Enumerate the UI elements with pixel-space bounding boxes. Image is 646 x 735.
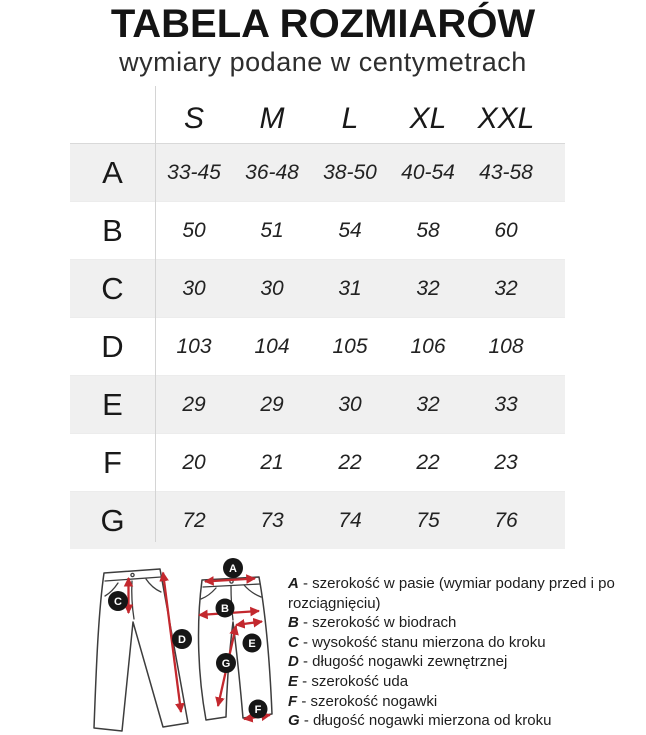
marker-c-letter: C	[114, 596, 122, 608]
legend-letter: F	[288, 692, 298, 710]
size-cell: 22	[416, 450, 440, 474]
row-label: A	[102, 154, 123, 190]
legend-text: - szerokość nogawki	[297, 692, 438, 710]
size-cell: 30	[260, 276, 284, 300]
size-cell: 58	[416, 218, 440, 242]
legend-item	[288, 672, 640, 692]
table-row-f	[70, 433, 565, 491]
legend-letter: G	[288, 712, 300, 730]
size-cell: 75	[416, 508, 440, 532]
legend-letter: B	[288, 614, 299, 632]
size-cell: 32	[494, 276, 518, 300]
size-header-l: L	[341, 102, 359, 135]
legend-text: - długość nogawki mierzona od kroku	[299, 712, 552, 730]
table-divider-line	[155, 86, 156, 542]
size-cell: 30	[338, 392, 362, 416]
size-cell: 30	[182, 276, 206, 300]
size-cell: 104	[254, 334, 290, 358]
page-title: TABELA ROZMIARÓW	[110, 2, 536, 46]
legend-letter: E	[288, 672, 299, 690]
row-label: G	[100, 502, 125, 538]
marker-f-letter: F	[254, 704, 262, 716]
size-cell: 29	[182, 392, 206, 416]
row-label: E	[102, 386, 123, 422]
row-label: F	[103, 444, 122, 480]
size-cell: 60	[494, 218, 518, 242]
size-cell: 103	[176, 334, 212, 358]
row-label: D	[101, 328, 124, 364]
legend-text: - długość nogawki zewnętrznej	[298, 653, 508, 671]
measurement-legend	[288, 574, 640, 731]
size-cell: 23	[494, 450, 518, 474]
row-label: C	[101, 270, 124, 306]
pants-outline	[199, 577, 272, 720]
size-cell: 72	[182, 508, 206, 532]
legend-letter: D	[288, 653, 299, 671]
legend-text: - szerokość w pasie (wymiar podany przed i po rozciągnięciu)	[288, 575, 615, 612]
marker-g-letter: G	[221, 658, 231, 670]
size-table	[70, 95, 565, 549]
marker-d-letter: D	[178, 634, 186, 646]
size-cell: 33-45	[167, 160, 221, 184]
table-row-d	[70, 317, 565, 375]
marker-e-letter: E	[248, 638, 256, 650]
size-cell: 108	[488, 334, 524, 358]
legend-item	[288, 574, 640, 613]
size-cell: 105	[332, 334, 368, 358]
legend-item	[288, 613, 640, 633]
size-cell: 51	[260, 218, 284, 242]
pants-diagram-left	[85, 560, 205, 735]
table-row-e	[70, 375, 565, 433]
size-cell: 33	[494, 392, 518, 416]
size-header-m: M	[259, 102, 285, 135]
page-subtitle: wymiary podane w centymetrach	[119, 47, 527, 77]
legend-text: - szerokość uda	[298, 672, 409, 690]
size-cell: 73	[260, 508, 284, 532]
size-cell: 40-54	[401, 160, 455, 184]
size-header-xxl: XXL	[477, 102, 535, 135]
size-cell: 74	[338, 508, 362, 532]
size-cell: 106	[410, 334, 446, 358]
marker-b-letter: B	[221, 603, 229, 615]
size-cell: 36-48	[245, 160, 299, 184]
table-row-c	[70, 259, 565, 317]
legend-item	[288, 633, 640, 653]
marker-a-letter: A	[229, 563, 237, 575]
legend-letter: C	[288, 633, 299, 651]
legend-letter: A	[288, 575, 299, 592]
size-cell: 21	[260, 450, 284, 474]
size-cell: 31	[338, 276, 362, 300]
row-label: B	[102, 212, 123, 248]
table-row-b	[70, 201, 565, 259]
table-row-a	[70, 143, 565, 201]
size-cell: 50	[182, 218, 206, 242]
size-cell: 20	[182, 450, 206, 474]
size-cell: 54	[338, 218, 362, 242]
table-row-g	[70, 491, 565, 549]
size-cell: 32	[416, 276, 440, 300]
size-cell: 76	[494, 508, 518, 532]
size-header-s: S	[183, 102, 204, 135]
size-header-row	[70, 95, 565, 143]
legend-text: - wysokość stanu mierzona do kroku	[298, 633, 546, 651]
size-cell: 32	[416, 392, 440, 416]
size-cell: 29	[260, 392, 284, 416]
size-cell: 38-50	[323, 160, 377, 184]
legend-item	[288, 692, 640, 712]
size-header-xl: XL	[409, 102, 447, 135]
size-cell: 22	[338, 450, 362, 474]
legend-item	[288, 652, 640, 672]
legend-text: - szerokość w biodrach	[298, 614, 457, 632]
legend-item	[288, 711, 640, 731]
size-cell: 43-58	[479, 160, 533, 184]
